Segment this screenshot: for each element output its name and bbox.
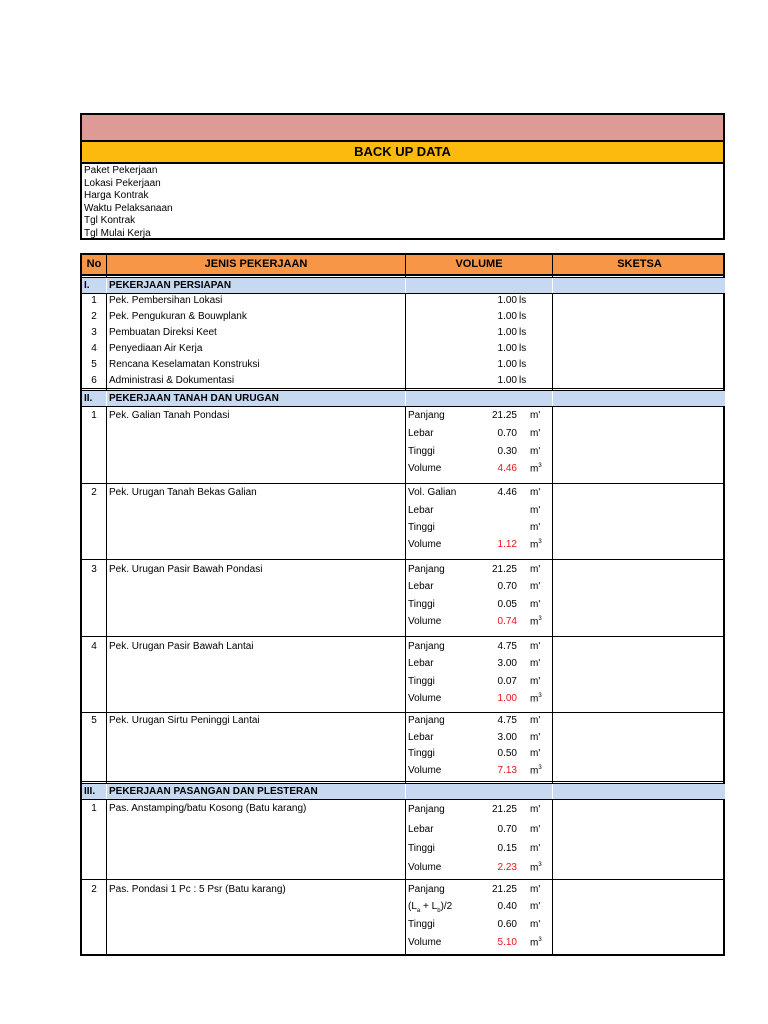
dim-value: 0.05: [497, 599, 517, 610]
item-unit: ls: [519, 343, 527, 354]
dim-label: Volume: [408, 616, 442, 627]
dim-label: Panjang: [408, 564, 445, 575]
cubic-unit: $m^3$: [530, 862, 542, 874]
dim-label: Volume: [408, 862, 442, 873]
dim-label: Panjang: [408, 884, 445, 895]
item-number: 4: [91, 343, 97, 354]
dim-value: 0.70: [497, 428, 517, 439]
row-divider: [82, 293, 723, 294]
dim-unit: m': [530, 581, 541, 592]
section-title: PEKERJAAN TANAH DAN URUGAN: [109, 393, 279, 404]
volume-result: 1.00: [497, 693, 517, 704]
volume-result: 0.74: [497, 616, 517, 627]
section-title: PEKERJAAN PASANGAN DAN PLESTERAN: [109, 786, 318, 797]
row-divider: [82, 483, 723, 484]
dim-value: 21.25: [491, 410, 517, 421]
item-name: Pembuatan Direksi Keet: [109, 327, 217, 338]
grid-vline: [405, 255, 406, 954]
item-name: Pas. Pondasi 1 Pc : 5 Psr (Batu karang): [109, 884, 286, 895]
backup-data-table: [80, 253, 725, 956]
blank-title-band: [82, 115, 723, 142]
dim-label: Volume: [408, 937, 442, 948]
cubic-unit: $m^3$: [530, 693, 542, 705]
volume-result: 4.46: [497, 463, 517, 474]
item-name: Pek. Urugan Sirtu Peninggi Lantai: [109, 715, 260, 726]
dim-unit: m': [530, 824, 541, 835]
dim-unit: m': [530, 564, 541, 575]
dim-label: Lebar: [408, 505, 434, 516]
item-unit: ls: [519, 327, 527, 338]
dim-label: Panjang: [408, 715, 445, 726]
section-number: II.: [84, 393, 93, 404]
dim-value: 0.40: [497, 901, 517, 912]
project-info-box: [80, 113, 725, 240]
section-bar: [406, 278, 552, 293]
item-name: Penyediaan Air Kerja: [109, 343, 203, 354]
item-number: 1: [91, 410, 97, 421]
item-number: 5: [91, 359, 97, 370]
dim-value: 0.15: [497, 843, 517, 854]
item-volume: 1.00: [497, 375, 517, 386]
dim-unit: m': [530, 919, 541, 930]
item-number: 6: [91, 375, 97, 386]
section-bar: [553, 391, 725, 406]
dim-unit: m': [530, 446, 541, 457]
item-number: 2: [91, 884, 97, 895]
dim-value: 4.75: [497, 715, 517, 726]
item-volume: 1.00: [497, 295, 517, 306]
cubic-unit: $m^3$: [530, 539, 542, 551]
dim-unit: m': [530, 804, 541, 815]
item-number: 4: [91, 641, 97, 652]
dim-value: 0.50: [497, 748, 517, 759]
row-divider: [82, 799, 723, 800]
dim-label: Lebar: [408, 732, 434, 743]
dim-label: Volume: [408, 765, 442, 776]
section-bar: [406, 784, 552, 799]
row-divider: [82, 406, 723, 407]
dim-value: 0.70: [497, 824, 517, 835]
dim-unit: m': [530, 599, 541, 610]
info-waktu: Waktu Pelaksanaan: [84, 202, 173, 214]
dim-label: Tinggi: [408, 599, 435, 610]
section-row: [82, 784, 723, 799]
item-volume: 1.00: [497, 311, 517, 322]
dim-unit: m': [530, 428, 541, 439]
dim-label: Tinggi: [408, 843, 435, 854]
col-no-header: No: [86, 258, 102, 270]
item-volume: 1.00: [497, 343, 517, 354]
dim-value: 21.25: [491, 564, 517, 575]
dim-value: 21.25: [491, 804, 517, 815]
item-number: 2: [91, 311, 97, 322]
dim-label: Tinggi: [408, 446, 435, 457]
dim-unit: m': [530, 732, 541, 743]
dim-value: 4.75: [497, 641, 517, 652]
dim-unit: m': [530, 715, 541, 726]
dim-value: 4.46: [497, 487, 517, 498]
dim-label: Lebar: [408, 824, 434, 835]
section-title: PEKERJAAN PERSIAPAN: [109, 280, 232, 291]
volume-result: 7.13: [497, 765, 517, 776]
cubic-unit: $m^3$: [530, 616, 542, 628]
item-unit: ls: [519, 359, 527, 370]
info-tgl-mulai: Tgl Mulai Kerja: [84, 227, 151, 239]
info-lokasi: Lokasi Pekerjaan: [84, 177, 161, 189]
item-name: Pek. Urugan Tanah Bekas Galian: [109, 487, 257, 498]
dim-label: Lebar: [408, 428, 434, 439]
item-unit: ls: [519, 311, 527, 322]
info-harga: Harga Kontrak: [84, 190, 149, 202]
dim-label: Tinggi: [408, 919, 435, 930]
item-unit: ls: [519, 295, 527, 306]
dim-label: Panjang: [408, 641, 445, 652]
item-volume: 1.00: [497, 359, 517, 370]
dim-value: 0.70: [497, 581, 517, 592]
item-name: Pek. Urugan Pasir Bawah Lantai: [109, 641, 254, 652]
item-name: Administrasi & Dokumentasi: [109, 375, 235, 386]
dim-value: 0.30: [497, 446, 517, 457]
item-name: Pek. Pengukuran & Bouwplank: [109, 311, 247, 322]
grid-vline: [552, 255, 553, 954]
dim-label: Volume: [408, 693, 442, 704]
dim-label: Volume: [408, 463, 442, 474]
item-number: 3: [91, 327, 97, 338]
item-number: 2: [91, 487, 97, 498]
grid-vline: [106, 255, 107, 954]
section-row: [82, 278, 723, 293]
dim-label: Tinggi: [408, 522, 435, 533]
dim-label: Lebar: [408, 581, 434, 592]
col-volume-header: VOLUME: [455, 258, 503, 270]
page-title: BACK UP DATA: [82, 142, 723, 164]
dim-label: Panjang: [408, 410, 445, 421]
item-volume: 1.00: [497, 327, 517, 338]
col-jenis-header: JENIS PEKERJAAN: [204, 258, 308, 270]
dim-label: Tinggi: [408, 748, 435, 759]
dim-label: Vol. Galian: [408, 487, 457, 498]
dim-label: Lebar: [408, 658, 434, 669]
dim-label: Tinggi: [408, 676, 435, 687]
item-name: Rencana Keselamatan Konstruksi: [109, 359, 260, 370]
project-info-list: [84, 165, 173, 241]
section-bar: [406, 391, 552, 406]
cubic-unit: $m^3$: [530, 937, 542, 949]
volume-result: 5.10: [497, 937, 517, 948]
dim-label: Volume: [408, 539, 442, 550]
volume-result: 2.23: [497, 862, 517, 873]
section-row: [82, 391, 723, 406]
section-number: III.: [84, 786, 96, 797]
row-divider: [82, 879, 723, 880]
dim-value: 21.25: [491, 884, 517, 895]
row-divider: [82, 712, 723, 713]
dim-unit: m': [530, 487, 541, 498]
dim-unit: m': [530, 641, 541, 652]
info-tgl-kontrak: Tgl Kontrak: [84, 215, 136, 227]
item-number: 5: [91, 715, 97, 726]
item-name: Pas. Anstamping/batu Kosong (Batu karang): [109, 803, 307, 814]
dim-value: 3.00: [497, 732, 517, 743]
dim-unit: m': [530, 901, 541, 912]
item-name: Pek. Galian Tanah Pondasi: [109, 410, 230, 421]
dim-value: 3.00: [497, 658, 517, 669]
table-header-row: [82, 255, 723, 276]
item-number: 1: [91, 295, 97, 306]
dim-unit: m': [530, 410, 541, 421]
info-paket: Paket Pekerjaan: [84, 165, 158, 176]
dim-unit: m': [530, 505, 541, 516]
section-number: I.: [84, 280, 90, 291]
dim-label-width-average: $(L_a + L_b)/2$: [408, 901, 453, 914]
item-name: Pek. Urugan Pasir Bawah Pondasi: [109, 564, 263, 575]
dim-value: 0.07: [497, 676, 517, 687]
cubic-unit: $m^3$: [530, 765, 542, 777]
cubic-unit: $m^3$: [530, 463, 542, 475]
dim-unit: m': [530, 843, 541, 854]
item-number: 3: [91, 564, 97, 575]
dim-unit: m': [530, 658, 541, 669]
row-divider: [82, 636, 723, 637]
dim-unit: m': [530, 676, 541, 687]
dim-label: Panjang: [408, 804, 445, 815]
col-sketsa-header: SKETSA: [617, 258, 662, 270]
section-bar: [553, 784, 725, 799]
section-bar: [553, 278, 725, 293]
dim-unit: m': [530, 748, 541, 759]
volume-result: 1.12: [497, 539, 517, 550]
dim-unit: m': [530, 884, 541, 895]
item-unit: ls: [519, 375, 527, 386]
row-divider: [82, 559, 723, 560]
dim-unit: m': [530, 522, 541, 533]
item-name: Pek. Pembersihan Lokasi: [109, 295, 223, 306]
dim-value: 0.60: [497, 919, 517, 930]
item-number: 1: [91, 803, 97, 814]
